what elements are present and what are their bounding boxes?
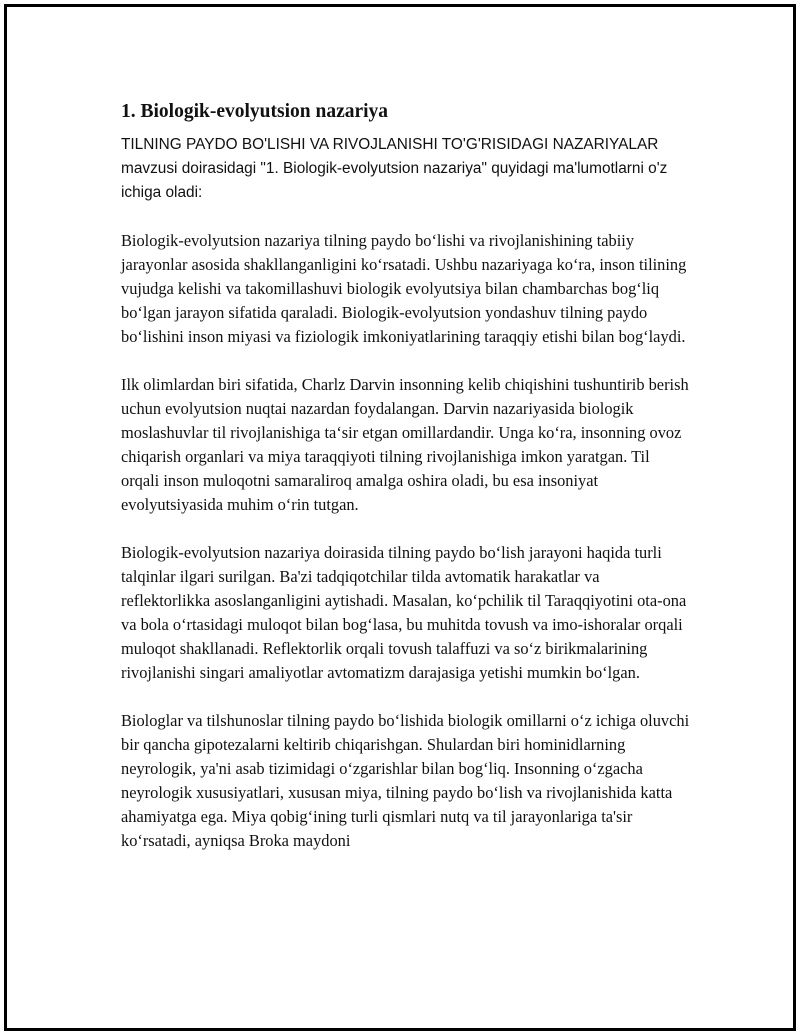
body-paragraph-3: Biologik-evolyutsion nazariya doirasida tilning paydo boʻlish jarayoni haqida turli talqinlar ilgari surilgan. Ba'zi tadqiqotchilar tilda avtomatik harakatlar va reflektorlikka asoslanganligini aytishadi. Masalan, koʻpchilik til Taraqqiyotini ota-ona va bola oʻrtasidagi muloqot bilan bogʻlasa, bu muhitda tovush va imo-ishoralar orqali muloqot shakllanadi. Reflektorlik orqali tovush talaffuzi va soʻz birikmalarining rivojlanishi singari amaliyotlar avtomatizm darajasiga yetishi mumkin boʻlgan.: [121, 543, 687, 682]
body-paragraph-4: Biologlar va tilshunoslar tilning paydo boʻlishida biologik omillarni oʻz ichiga oluvchi bir qancha gipotezalarni keltirib chiqarishgan. Shulardan biri hominidlarning neyrologik, ya'ni asab tizimidagi oʻzgarishlar bilan bogʻliq. Insonning oʻzgacha neyrologik xususiyatlari, xususan miya, tilning paydo boʻlish va rivojlanishida katta ahamiyatga ega. Miya qobigʻining turli qismlari nutq va til jarayonlariga ta'sir koʻrsatadi, ayniqsa Broka maydoni: [121, 711, 690, 850]
section-heading: 1. Biologik-evolyutsion nazariya: [121, 101, 389, 122]
page-frame: [4, 4, 796, 1031]
document-body: [121, 99, 691, 877]
body-paragraph-1: Biologik-evolyutsion nazariya tilning paydo boʻlishi va rivojlanishining tabiiy jarayonlar asosida shakllanganligini koʻrsatadi. Ushbu nazariyaga koʻra, inson tilining vujudga kelishi va takomillashuvi biologik evolyutsiya bilan chambarchas bogʻliq boʻlgan jarayon sifatida qaraladi. Biologik-evolyutsion yondashuv tilning paydo boʻlishini inson miyasi va fiziologik imkoniyatlarining taraqqiy etishi bilan bogʻlaydi.: [121, 231, 687, 346]
body-paragraph-2: Ilk olimlardan biri sifatida, Charlz Darvin insonning kelib chiqishini tushuntirib berish uchun evolyutsion nuqtai nazardan foydalangan. Darvin nazariyasida biologik moslashuvlar til rivojlanishiga taʻsir etgan omillardandir. Unga koʻra, insonning ovoz chiqarish organlari va miya taraqqiyoti tilning rivojlanishiga imkon yaratgan. Til orqali inson muloqotni samaraliroq amalga oshira oladi, bu esa insoniyat evolyutsiyasida muhim oʻrin tutgan.: [121, 375, 689, 514]
intro-paragraph: TILNING PAYDO BO'LISHI VA RIVOJLANISHI TO'G'RISIDAGI NAZARIYALAR mavzusi doirasidagi "1. Biologik-evolyutsion nazariya" quyidagi ma'lumotlarni o'z ichiga oladi:: [121, 136, 668, 201]
